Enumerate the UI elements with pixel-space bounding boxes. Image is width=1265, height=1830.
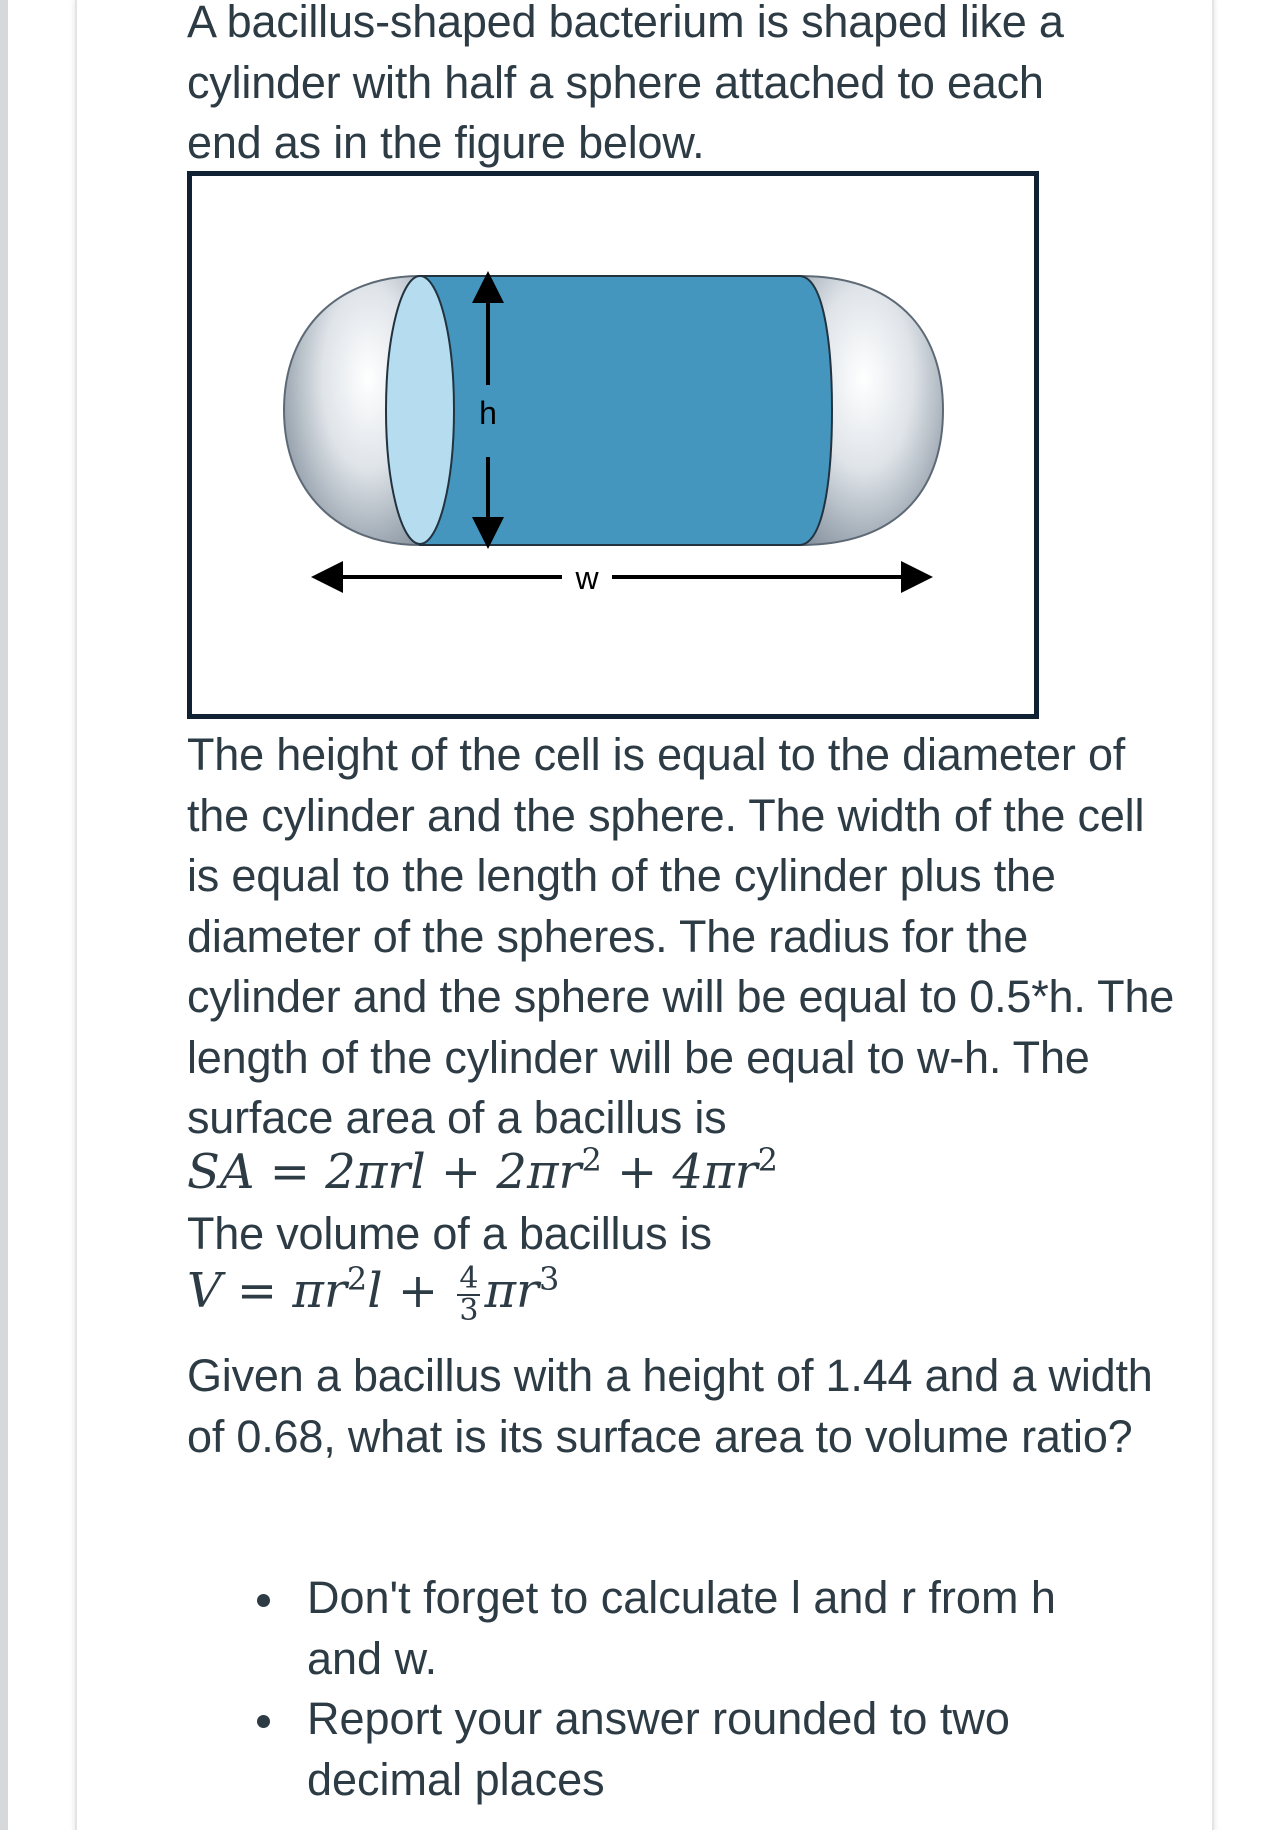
width-label: w	[575, 560, 599, 596]
bacillus-figure	[187, 171, 1039, 719]
volume-paragraph: The volume of a bacillus is	[187, 1208, 712, 1259]
fraction-denominator: 3	[459, 1292, 479, 1328]
height-label: h	[479, 395, 497, 431]
sa-term1: 2πrl + 2πr	[325, 1144, 582, 1200]
fraction-numerator: 4	[459, 1260, 479, 1296]
surface-area-formula	[187, 1141, 778, 1200]
left-rail	[0, 0, 8, 1830]
tip-text: Don't forget to calculate l and r from h and w.	[307, 1572, 1056, 1684]
tips-list	[257, 1568, 1127, 1810]
v-term1b: l +	[367, 1263, 454, 1319]
sa-exp1: 2	[581, 1141, 602, 1179]
explanation-paragraph: The height of the cell is equal to the diameter of the cylinder and the sphere. The width of the cell is equal to the length of the cylinder plus the diameter of the spheres. The radius for the cylinder and the sphere will be equal to 0.5*h. The length of the cylinder will be equal to w-h. The surface area of a bacillus is	[187, 729, 1175, 1143]
tip-item	[257, 1689, 1127, 1810]
volume-formula	[187, 1260, 559, 1326]
four-thirds-fraction	[457, 1260, 480, 1328]
question-card	[75, 0, 1214, 1830]
tip-item	[257, 1568, 1127, 1689]
sa-exp2: 2	[757, 1141, 778, 1179]
tip-text: Report your answer rounded to two decimal places	[307, 1693, 1010, 1805]
sa-term2: + 4πr	[601, 1144, 758, 1200]
v-equals: =	[221, 1263, 293, 1319]
v-term2: πr	[484, 1263, 539, 1319]
intro-paragraph: A bacillus-shaped bacterium is shaped like a cylinder with half a sphere attached to each end as in the figure below.	[187, 0, 1064, 168]
sa-equals: =	[254, 1144, 326, 1200]
v-exp1: 2	[346, 1260, 368, 1298]
cylinder-end-ellipse	[386, 276, 454, 544]
bullet-icon	[257, 1715, 270, 1728]
question-paragraph: Given a bacillus with a height of 1.44 and a width of 0.68, what is its surface area to volume ratio?	[187, 1350, 1153, 1462]
v-lhs: V	[187, 1263, 222, 1319]
sa-lhs: SA	[187, 1144, 255, 1200]
bullet-icon	[257, 1594, 270, 1607]
v-exp2: 3	[538, 1260, 560, 1298]
v-term1: πr	[292, 1263, 347, 1319]
